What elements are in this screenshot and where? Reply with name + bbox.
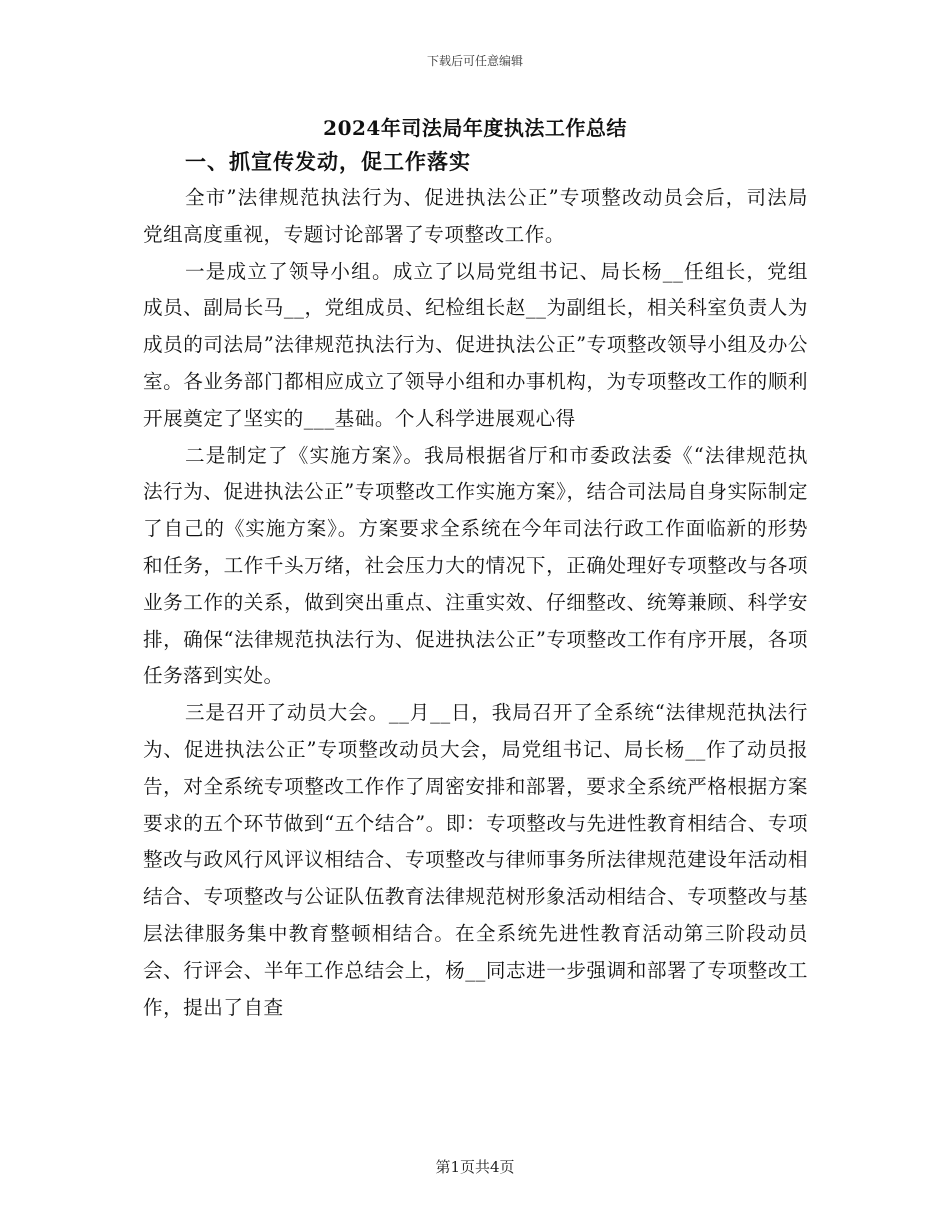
- document-body: [143, 144, 808, 1026]
- paragraph-implementation-plan: 二是制定了《实施方案》。我局根据省厅和市委政法委《“法律规范执法行为、促进执法公正”专项整改工作实施方案》，结合司法局自身实际制定了自己的《实施方案》。方案要求全系统在今年司法行政工作面临新的形势和任务，工作千头万绪，社会压力大的情况下，正确处理好专项整改与各项业务工作的关系，做到突出重点、注重实效、仔细整改、统筹兼顾、科学安排，确保“法律规范执法行为、促进执法公正”专项整改工作有序开展，各项任务落到实处。: [143, 443, 808, 688]
- section-heading: 一、抓宣传发动，促工作落实: [185, 149, 471, 174]
- paragraph-intro: 全市”法律规范执法行为、促进执法公正”专项整改动员会后，司法局党组高度重视，专题讨论部署了专项整改工作。: [143, 186, 808, 246]
- paragraph-leadership-group: 一是成立了领导小组。成立了以局党组书记、局长杨__任组长，党组成员、副局长马__，党组成员、纪检组长赵__为副组长，相关科室负责人为成员的司法局”法律规范执法行为、促进执法公正”专项整改领导小组及办公室。各业务部门都相应成立了领导小组和办事机构，为专项整改工作的顺利开展奠定了坚实的___基础。个人科学进展观心得: [143, 259, 808, 430]
- header-note: 下载后可任意编辑: [426, 54, 523, 68]
- page-number: 第1页共4页: [435, 1158, 515, 1176]
- paragraph-mobilization-meeting: 三是召开了动员大会。__月__日，我局召开了全系统“法律规范执法行为、促进执法公正”专项整改动员大会，局党组书记、局长杨__作了动员报告，对全系统专项整改工作作了周密安排和部署，要求全系统严格根据方案要求的五个环节做到“五个结合”。即：专项整改与先进性教育相结合、专项整改与政风行风评议相结合、专项整改与律师事务所法律规范建设年活动相结合、专项整改与公证队伍教育法律规范树形象活动相结合、专项整改与基层法律服务集中教育整顿相结合。在全系统先进性教育活动第三阶段动员会、行评会、半年工作总结会上，杨__同志进一步强调和部署了专项整改工作，提出了自查: [143, 701, 808, 1019]
- document-title: 2024年司法局年度执法工作总结: [323, 116, 627, 140]
